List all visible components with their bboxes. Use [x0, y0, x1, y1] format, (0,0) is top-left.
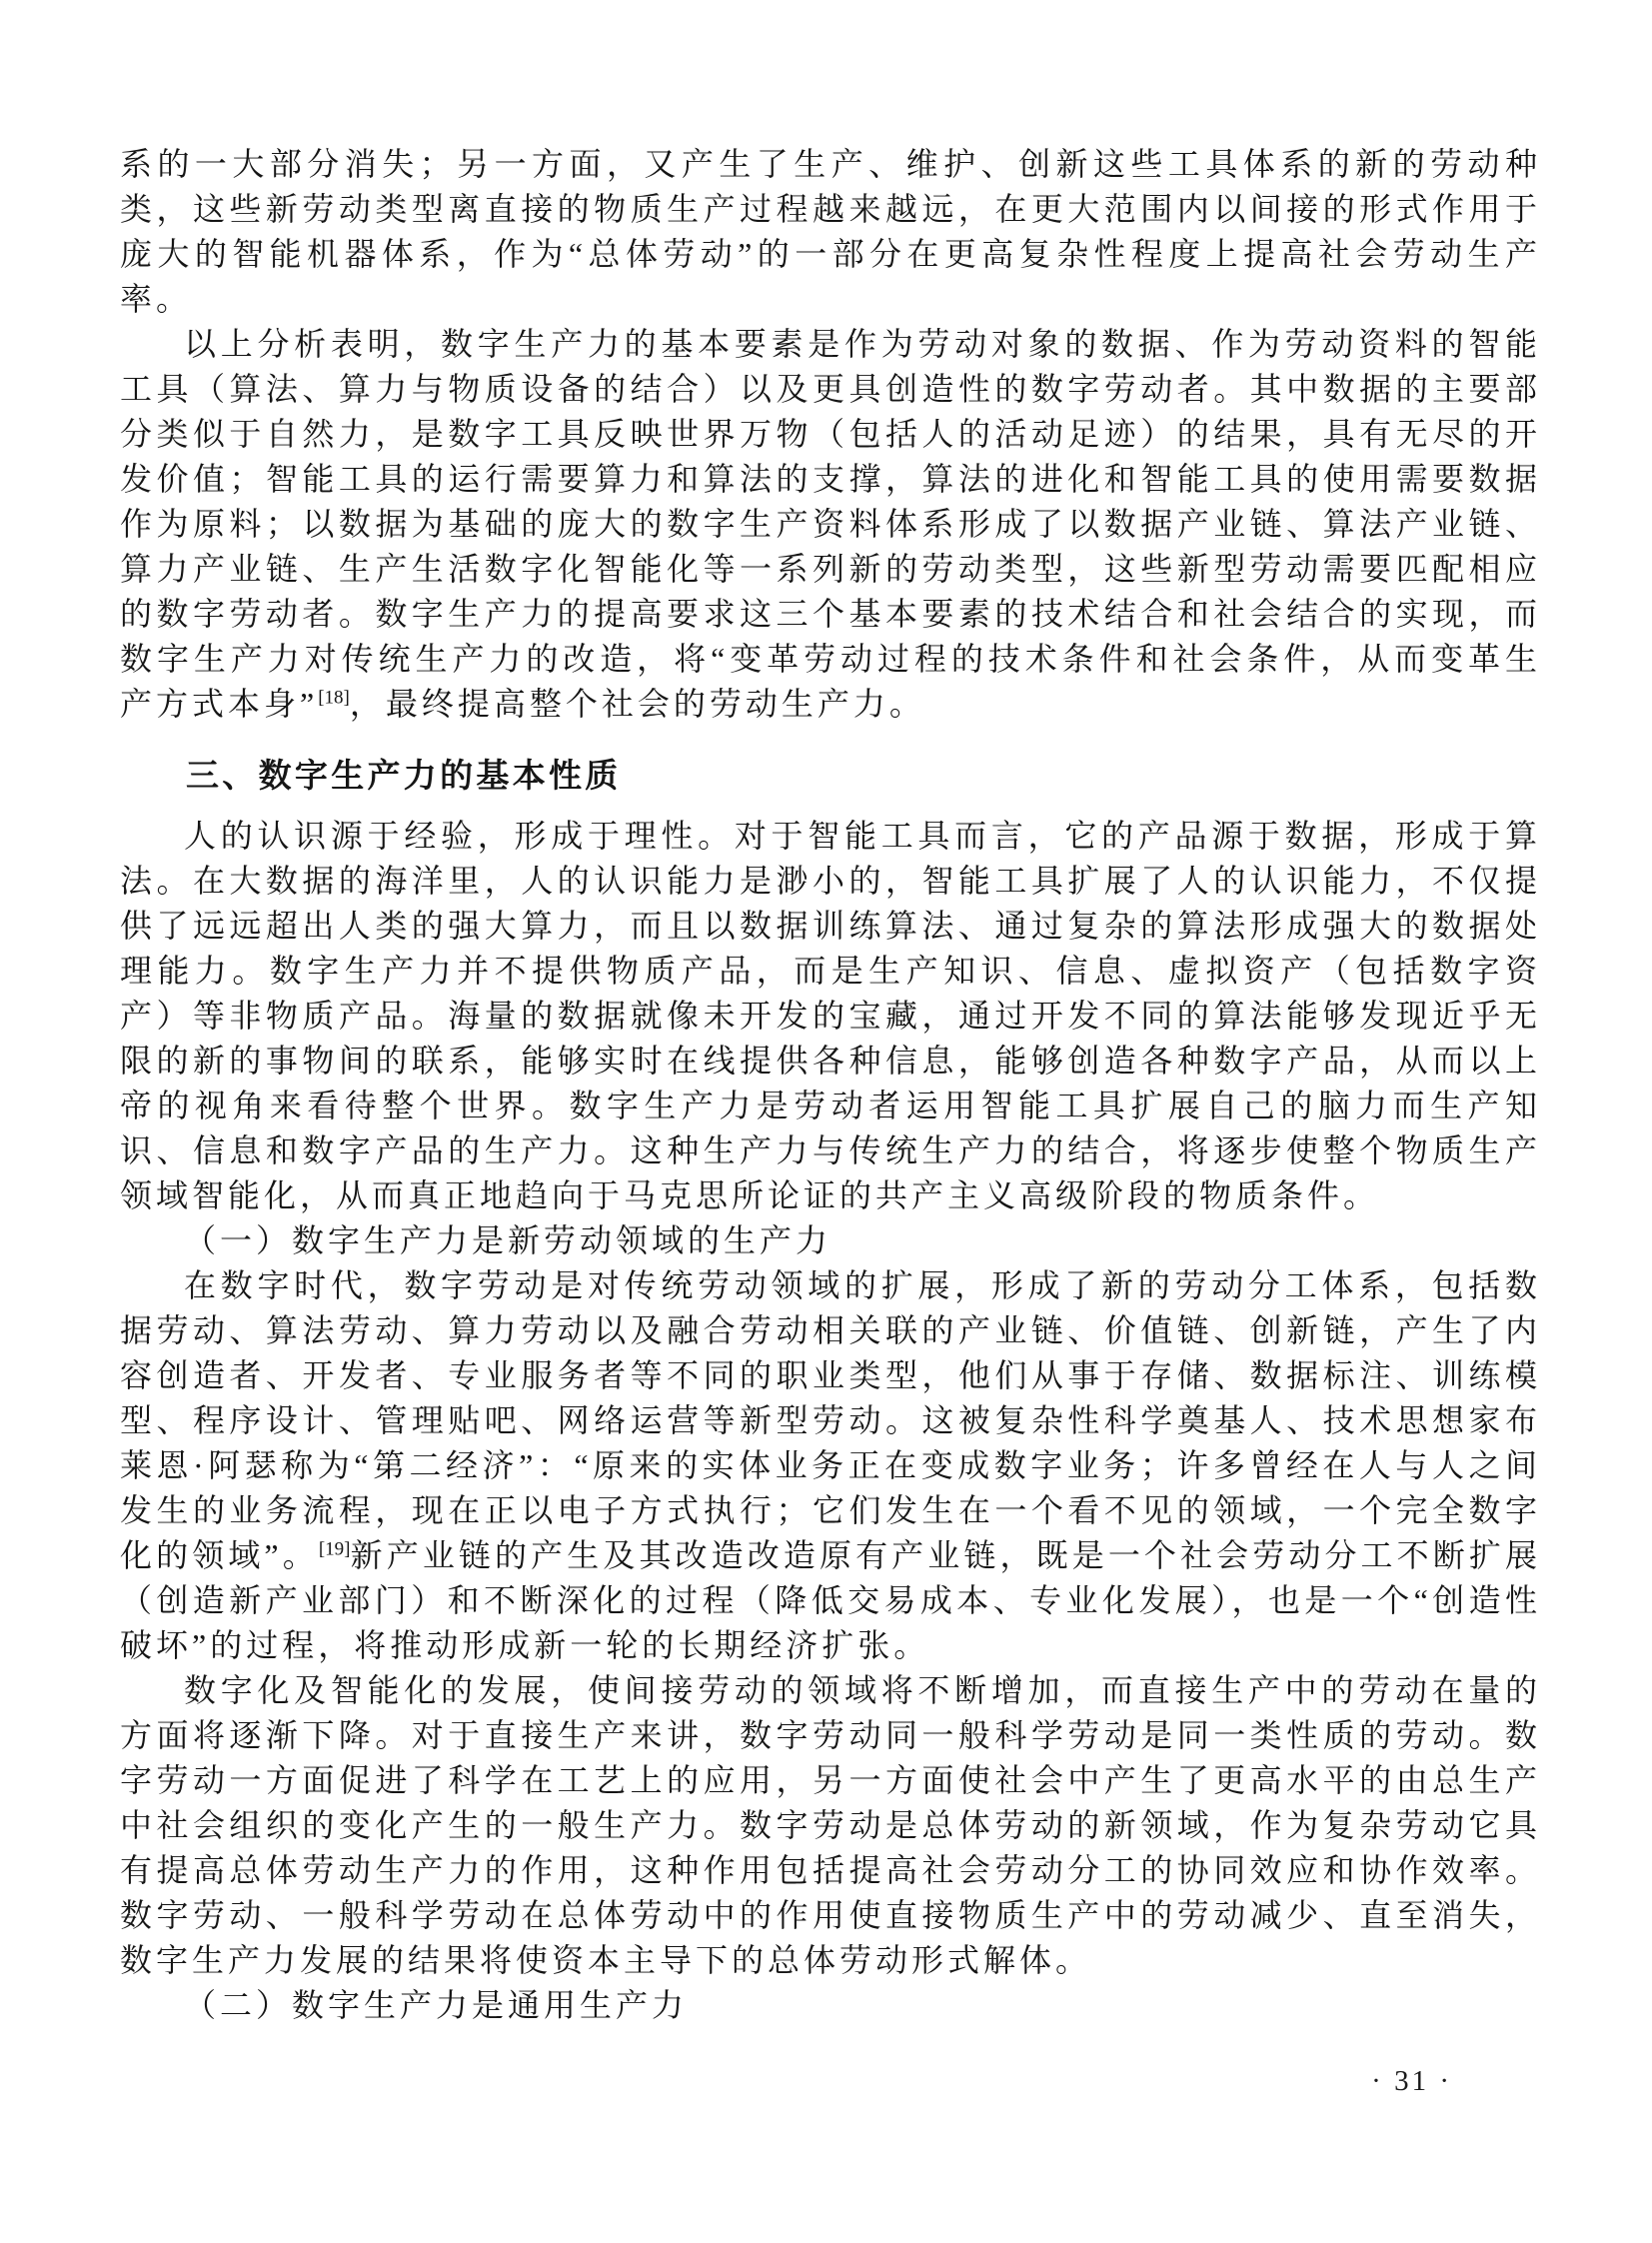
section-heading: 三、数字生产力的基本性质 [186, 757, 622, 794]
text-run: （一）数字生产力是新劳动领域的生产力 [184, 1222, 832, 1258]
paragraph [120, 322, 1541, 727]
text-run: 系的一大部分消失；另一方面，又产生了生产、维护、创新这些工具体系的新的劳动种类，这些新劳动类型离直接的物质生产过程越来越远，在更大范围内以间接的形式作用于庞大的智能机器体系，作为“总体劳动”的一部分在更高复杂性程度上提高社会劳动生产率。 [120, 146, 1541, 317]
text-run: 以上分析表明，数字生产力的基本要素是作为劳动对象的数据、作为劳动资料的智能工具（算法、算力与物质设备的结合）以及更具创造性的数字劳动者。其中数据的主要部分类似于自然力，是数字工具反映世界万物（包括人的活动足迹）的结果，具有无尽的开发价值；智能工具的运行需要算力和算法的支撑，算法的进化和智能工具的使用需要数据作为原料；以数据为基础的庞大的数字生产资料体系形成了以数据产业链、算法产业链、算力产业链、生产生活数字化智能化等一系列新的劳动类型，这些新型劳动需要匹配相应的数字劳动者。数字生产力的提高要求这三个基本要素的技术结合和社会结合的实现，而数字生产力对传统生产力的改造，将“变革劳动过程的技术条件和社会条件，从而变革生产方式本身” [120, 326, 1541, 722]
citation-ref: [19] [318, 1538, 351, 1560]
paragraph [120, 1263, 1541, 1668]
citation-ref: [18] [318, 687, 350, 709]
document-content [120, 142, 1541, 2028]
text-run: ，最终提高整个社会的劳动生产力。 [349, 686, 925, 722]
text-run: 在数字时代，数字劳动是对传统劳动领域的扩展，形成了新的劳动分工体系，包括数据劳动、算法劳动、算力劳动以及融合劳动相关联的产业链、价值链、创新链，产生了内容创造者、开发者、专业服务者等不同的职业类型，他们从事于存储、数据标注、训练模型、程序设计、管理贴吧、网络运营等新型劳动。这被复杂性科学奠基人、技术思想家布莱恩·阿瑟称为“第二经济”：“原来的实体业务正在变成数字业务；许多曾经在人与人之间发生的业务流程，现在正以电子方式执行；它们发生在一个看不见的领域，一个完全数字化的领域”。 [120, 1267, 1541, 1573]
text-run: （二）数字生产力是通用生产力 [184, 1987, 689, 2023]
text-run: 新产业链的产生及其改造改造原有产业链，既是一个社会劳动分工不断扩展（创造新产业部门）和不断深化的过程（降低交易成本、专业化发展），也是一个“创造性破坏”的过程，将推动形成新一轮的长期经济扩张。 [120, 1537, 1541, 1663]
subsection-heading [120, 1983, 1541, 2028]
paragraph [120, 814, 1541, 1218]
text-run: 数字化及智能化的发展，使间接劳动的领域将不断增加，而直接生产中的劳动在量的方面将逐渐下降。对于直接生产来讲，数字劳动同一般科学劳动是同一类性质的劳动。数字劳动一方面促进了科学在工艺上的应用，另一方面使社会中产生了更高水平的由总生产中社会组织的变化产生的一般生产力。数字劳动是总体劳动的新领域，作为复杂劳动它具有提高总体劳动生产力的作用，这种作用包括提高社会劳动分工的协同效应和协作效率。数字劳动、一般科学劳动在总体劳动中的作用使直接物质生产中的劳动减少、直至消失，数字生产力发展的结果将使资本主导下的总体劳动形式解体。 [120, 1672, 1541, 1978]
page-number: · 31 · [1371, 2065, 1452, 2097]
text-run: 人的认识源于经验，形成于理性。对于智能工具而言，它的产品源于数据，形成于算法。在大数据的海洋里，人的认识能力是渺小的，智能工具扩展了人的认识能力，不仅提供了远远超出人类的强大算力，而且以数据训练算法、通过复杂的算法形成强大的数据处理能力。数字生产力并不提供物质产品，而是生产知识、信息、虚拟资产（包括数字资产）等非物质产品。海量的数据就像未开发的宝藏，通过开发不同的算法能够发现近乎无限的新的事物间的联系，能够实时在线提供各种信息，能够创造各种数字产品，从而以上帝的视角来看待整个世界。数字生产力是劳动者运用智能工具扩展自己的脑力而生产知识、信息和数字产品的生产力。这种生产力与传统生产力的结合，将逐步使整个物质生产领域智能化，从而真正地趋向于马克思所论证的共产主义高级阶段的物质条件。 [120, 818, 1541, 1213]
paragraph [120, 142, 1541, 322]
paragraph [120, 1668, 1541, 1983]
subsection-heading [120, 1218, 1541, 1263]
